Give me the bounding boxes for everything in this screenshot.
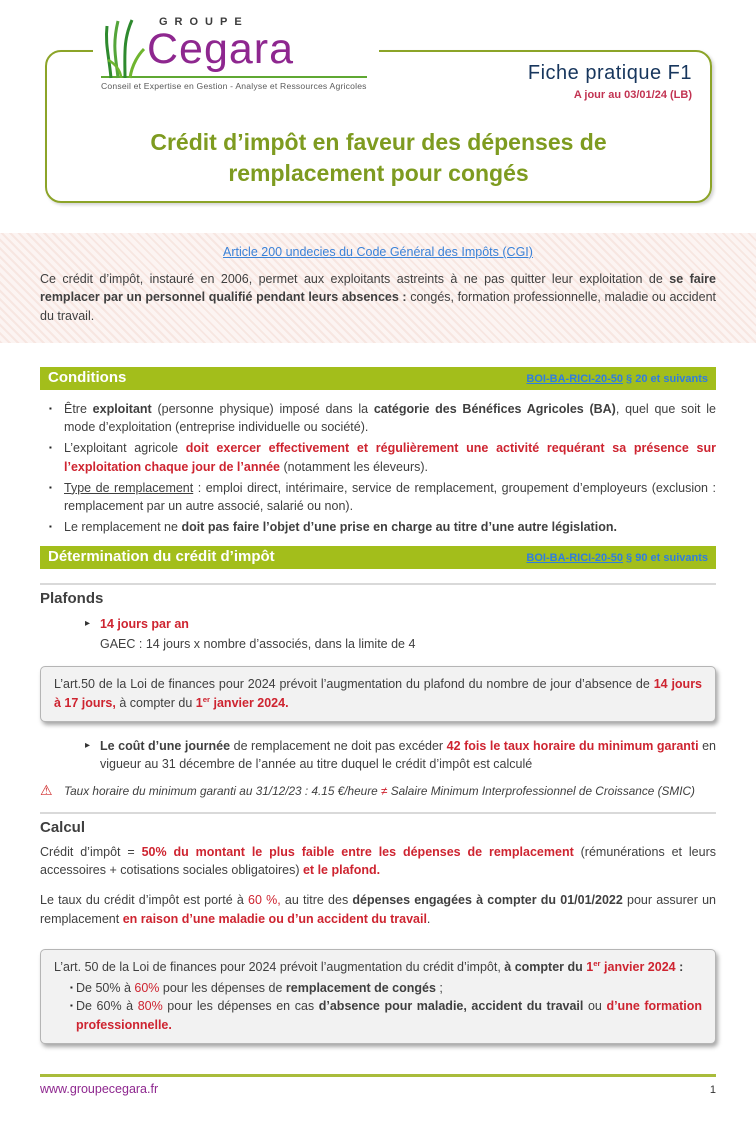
minimum-rate-warning: [40, 783, 716, 800]
document-page: [0, 16, 756, 1096]
section-bar-determination: [40, 546, 716, 569]
fiche-updated-date: A jour au 03/01/24 (LB): [573, 89, 692, 101]
boi-suffix-determination: § 90 et suivants: [623, 552, 708, 564]
square-bullet-icon: ▪: [70, 1001, 73, 1011]
square-bullet-icon: ▪: [49, 521, 52, 531]
section-title-conditions: Conditions: [48, 369, 127, 387]
rate-bullet-text: De 50% à 60% pour les dépenses de remplacement de congés ;: [76, 980, 443, 995]
daily-cost-text: Le coût d’une journée de remplacement ne doit pas excéder 42 fois le taux horaire du minimum garanti en vigueur au 31 décembre de l’année au titre duquel le crédit d’impôt est calculé: [100, 738, 716, 772]
warning-triangle-icon: ⚠: [40, 782, 53, 799]
boi-link-conditions[interactable]: BOI-BA-RICI-20-50: [526, 373, 623, 386]
fiche-block: [528, 62, 692, 101]
footer-divider: [40, 1074, 716, 1077]
logo-tagline: Conseil et Expertise en Gestion - Analyse et Ressources Agricoles: [101, 80, 367, 91]
square-bullet-icon: ▪: [49, 443, 52, 453]
arrow-bullet-icon: ▸: [85, 618, 91, 629]
header-title-box: [45, 16, 712, 203]
plafond-cap-item: [85, 615, 716, 633]
calcul-rate-text: Le taux du crédit d’impôt est porté à 60 %, au titre des dépenses engagées à compter du 01/01/2022 pour assurer un remplacement en raison d’une maladie ou d’un accident du travail.: [40, 893, 717, 926]
boi-suffix-conditions: § 20 et suivants: [623, 373, 708, 386]
page-title-line2: remplacement pour congés: [228, 159, 529, 186]
list-item: [54, 997, 702, 1035]
conditions-list: [40, 400, 716, 536]
daily-cost-item: [85, 737, 716, 773]
list-item: [54, 979, 702, 998]
boi-reference-determination: [526, 552, 708, 564]
gaec-rule-text: GAEC : 14 jours x nombre d’associés, dans la limite de 4: [100, 637, 416, 652]
law-2024-rates-box: [40, 949, 716, 1044]
page-title-line1: Crédit d’impôt en faveur des dépenses de: [150, 128, 607, 155]
square-bullet-icon: ▪: [49, 482, 52, 492]
section-bar-conditions: [40, 367, 716, 390]
list-item: [40, 439, 716, 475]
plafond-cap-text: 14 jours par an: [100, 617, 189, 631]
square-bullet-icon: ▪: [70, 982, 73, 992]
fiche-number: Fiche pratique F1: [527, 62, 692, 84]
intro-band: [0, 233, 756, 343]
list-item: [40, 518, 716, 536]
condition-text: Type de remplacement : emploi direct, intérimaire, service de remplacement, groupement d’employeurs (exclusion : remplacement par un autre associé, salarié ou non).: [64, 480, 716, 513]
condition-text: Le remplacement ne doit pas faire l’objet d’une prise en charge au titre d’une autre législation.: [64, 519, 617, 534]
law-2024-rates-list: [54, 979, 702, 1035]
grass-icon: [101, 18, 145, 80]
logo-group-label: GROUPE: [159, 16, 249, 28]
cegara-logo: [93, 14, 379, 91]
law-2024-plafond-text: L’art.50 de la Loi de finances pour 2024 prévoit l’augmentation du plafond du nombre de jour d’absence de 14 jours à 17 jours, à compter du 1er janvier 2024.: [54, 677, 703, 711]
warning-text: Taux horaire du minimum garanti au 31/12/23 : 4.15 €/heure ≠ Salaire Minimum Interprofessionnel de Croissance (SMIC): [64, 784, 695, 799]
page-footer: [40, 1074, 716, 1096]
condition-text: Être exploitant (personne physique) imposé dans la catégorie des Bénéfices Agricoles (BA), quel que soit le mode d’exploitation (entreprise individuelle ou société).: [64, 402, 716, 435]
intro-paragraph: Ce crédit d’impôt, instauré en 2006, permet aux exploitants astreints à ne pas quitter leur exploitation de se faire remplacer par un personnel qualifié pendant leurs absences : congés, formation professionnelle, maladie ou accident du travail.: [40, 272, 717, 323]
calcul-formula-text: Crédit d’impôt = 50% du montant le plus faible entre les dépenses de remplacement (rémunérations et leurs accessoires + cotisations sociales obligatoires) et le plafond.: [40, 844, 716, 878]
main-content: [40, 367, 716, 1044]
list-item: [40, 479, 716, 515]
law-2024-plafond-box: [40, 666, 716, 722]
section-title-determination: Détermination du crédit d’impôt: [48, 548, 275, 565]
subheading-plafonds: Plafonds: [40, 583, 716, 607]
list-item: [40, 400, 716, 436]
logo-brand-name: Cegara: [147, 25, 295, 73]
law-2024-rates-intro: L’art. 50 de la Loi de finances pour 2024 prévoit l’augmentation du crédit d’impôt, à compter du 1er janvier 2024 :: [54, 958, 684, 974]
rate-bullet-text: De 60% à 80% pour les dépenses en cas d’absence pour maladie, accident du travail ou d’une formation professionnelle.: [76, 999, 702, 1033]
page-number: 1: [709, 1084, 716, 1096]
page-title: [47, 127, 710, 189]
boi-reference-conditions: [526, 373, 708, 385]
cgi-article-link[interactable]: Article 200 undecies du Code Général des Impôts (CGI): [223, 245, 533, 259]
subheading-calcul: Calcul: [40, 812, 716, 836]
boi-link-determination[interactable]: BOI-BA-RICI-20-50: [526, 552, 623, 564]
arrow-bullet-icon: ▸: [85, 739, 91, 751]
condition-text: L’exploitant agricole doit exercer effectivement et régulièrement une activité requérant sa présence sur l’exploitation chaque jour de l’année (notamment les éleveurs).: [64, 441, 716, 474]
footer-website-link[interactable]: www.groupecegara.fr: [40, 1082, 159, 1096]
square-bullet-icon: ▪: [49, 404, 52, 414]
